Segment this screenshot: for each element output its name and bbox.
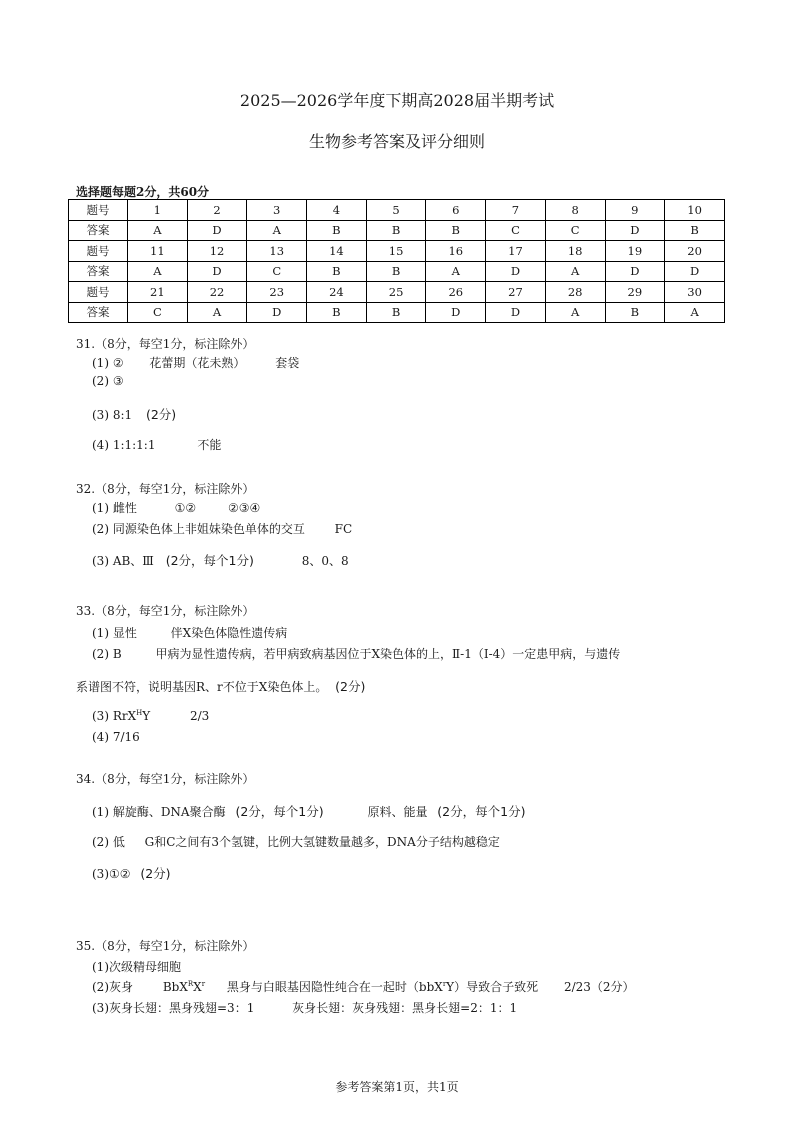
q33-1a: (1) 显性 — [92, 626, 137, 640]
table-cell: 14 — [307, 241, 367, 262]
q34-line-3 — [92, 864, 171, 882]
table-cell: B — [307, 302, 367, 323]
q34-1c: 原料、能量 — [367, 805, 428, 819]
table-cell: 26 — [426, 282, 486, 303]
q32-1c: ②③④ — [228, 501, 261, 515]
table-cell: 24 — [307, 282, 367, 303]
q33-3a — [92, 709, 150, 723]
table-cell: 20 — [665, 241, 725, 262]
q31-line-2: (2) ③ — [92, 374, 124, 388]
table-cell: B — [307, 261, 367, 282]
table-cell: B — [366, 220, 426, 241]
q35-2f: 2/23（2分） — [563, 980, 635, 994]
table-cell: B — [665, 220, 725, 241]
q35-2d-sup: r — [442, 980, 447, 988]
table-cell: 5 — [366, 200, 426, 221]
q32-line-1 — [92, 499, 260, 516]
q35-2d — [227, 978, 538, 995]
q35-2d-text: 黑身与白眼基因隐性纯合在一起时（bbX — [226, 980, 443, 994]
row-label: 答案 — [69, 261, 128, 282]
q31-3a: (3) 8:1 — [92, 408, 133, 422]
q34-line-1 — [92, 802, 525, 820]
table-cell: A — [545, 261, 605, 282]
q35-2c: X — [193, 980, 202, 994]
table-cell: 27 — [486, 282, 546, 303]
q33-line-3 — [92, 709, 209, 723]
table-cell: 4 — [307, 200, 367, 221]
table-cell: D — [605, 261, 665, 282]
table-cell: 3 — [247, 200, 307, 221]
table-cell: 30 — [665, 282, 725, 303]
q34-2a: (2) 低 — [92, 835, 125, 849]
q31-line-3 — [92, 405, 176, 423]
q33-2a: (2) B — [92, 647, 122, 661]
q35-3b: 灰身长翅：灰身残翅：黑身长翅=2：1：1 — [292, 1001, 518, 1015]
q34-1b: (2分，每个1分) — [235, 804, 324, 819]
table-cell: 2 — [187, 200, 247, 221]
q33-3a-text: (3) RrX — [92, 709, 137, 723]
q34-3b: (2分) — [140, 866, 171, 881]
table-cell: A — [128, 261, 188, 282]
table-cell: C — [545, 220, 605, 241]
table-cell: D — [187, 261, 247, 282]
q33-line-2 — [92, 645, 620, 662]
table-cell: 23 — [247, 282, 307, 303]
table-cell: C — [486, 220, 546, 241]
q33-line-2-cont — [76, 677, 365, 695]
q31-1b: 花蕾期（花未熟） — [149, 356, 246, 370]
q35-2a: (2)灰身 — [92, 980, 133, 994]
q32-header: 32.（8分，每空1分，标注除外） — [76, 482, 255, 496]
table-cell: B — [366, 261, 426, 282]
table-cell: A — [247, 220, 307, 241]
table-cell: C — [128, 302, 188, 323]
q35-line-3 — [92, 999, 517, 1016]
q34-1a: (1) 解旋酶、DNA聚合酶 — [92, 805, 226, 819]
answer-table-row — [69, 200, 725, 221]
q33-header: 33.（8分，每空1分，标注除外） — [76, 604, 255, 618]
table-cell: 16 — [426, 241, 486, 262]
table-cell: 7 — [486, 200, 546, 221]
q31-4a: (4) 1:1:1:1 — [92, 438, 156, 452]
table-cell: A — [665, 302, 725, 323]
q32-2b: FC — [334, 522, 353, 536]
table-cell: 19 — [605, 241, 665, 262]
q31-line-1 — [92, 354, 299, 371]
table-cell: C — [247, 261, 307, 282]
table-cell: B — [307, 220, 367, 241]
table-cell: 8 — [545, 200, 605, 221]
table-cell: A — [426, 261, 486, 282]
table-cell: D — [187, 220, 247, 241]
q32-3b: (2分，每个1分) — [165, 553, 254, 568]
q33-line-4: (4) 7/16 — [92, 730, 140, 744]
q34-1d: (2分，每个1分) — [437, 804, 526, 819]
table-cell: 17 — [486, 241, 546, 262]
table-cell: D — [426, 302, 486, 323]
row-label: 题号 — [69, 282, 128, 303]
table-cell: 12 — [187, 241, 247, 262]
table-cell: 13 — [247, 241, 307, 262]
table-cell: B — [426, 220, 486, 241]
q35-2b-sup1: R — [187, 980, 194, 988]
q34-3a: (3)①② — [92, 867, 131, 881]
q31-1c: 套袋 — [275, 356, 300, 370]
table-cell: 1 — [128, 200, 188, 221]
q33-3a-sup: H — [136, 709, 143, 717]
row-label: 答案 — [69, 220, 128, 241]
q32-line-3 — [92, 551, 349, 569]
table-cell: D — [486, 302, 546, 323]
table-cell: 6 — [426, 200, 486, 221]
q31-1a: (1) ② — [92, 356, 124, 370]
answer-table-row — [69, 261, 725, 282]
q33-3c: 2/3 — [190, 709, 210, 723]
q34-line-2 — [92, 833, 500, 850]
table-cell: 11 — [128, 241, 188, 262]
q33-2d: (2分) — [335, 679, 366, 694]
table-cell: B — [366, 302, 426, 323]
q35-2b — [163, 980, 205, 994]
q32-2a: (2) 同源染色体上非姐妹染色单体的交互 — [92, 522, 305, 536]
q35-3a: (3)灰身长翅：黑身残翅=3：1 — [92, 1001, 255, 1015]
q35-2b-sup2: r — [201, 980, 206, 988]
table-cell: 9 — [605, 200, 665, 221]
table-cell: 29 — [605, 282, 665, 303]
q35-2b-text: BbX — [162, 980, 188, 994]
q34-header: 34.（8分，每空1分，标注除外） — [76, 772, 255, 786]
page-footer: 参考答案第1页，共1页 — [335, 1080, 459, 1094]
table-cell: 28 — [545, 282, 605, 303]
choice-intro: 选择题每题2分，共60分 — [76, 185, 210, 199]
answer-key-subtitle: 生物参考答案及评分细则 — [308, 132, 485, 151]
table-cell: A — [128, 220, 188, 241]
q35-line-1: (1)次级精母细胞 — [92, 960, 181, 974]
row-label: 题号 — [69, 241, 128, 262]
table-cell: B — [605, 302, 665, 323]
table-cell: D — [665, 261, 725, 282]
q32-3c: 8、0、8 — [301, 554, 349, 568]
table-cell: 10 — [665, 200, 725, 221]
q33-2c: 系谱图不符，说明基因R、r不位于X染色体上。 — [76, 680, 328, 694]
q33-line-1 — [92, 624, 287, 641]
q32-1b: ①② — [174, 501, 197, 515]
table-cell: D — [605, 220, 665, 241]
table-cell: 21 — [128, 282, 188, 303]
q32-1a: (1) 雌性 — [92, 501, 137, 515]
q35-line-2 — [92, 978, 635, 995]
table-cell: 22 — [187, 282, 247, 303]
q31-3b: (2分) — [145, 407, 177, 422]
q35-header: 35.（8分，每空1分，标注除外） — [76, 939, 255, 953]
table-cell: 25 — [366, 282, 426, 303]
table-cell: D — [247, 302, 307, 323]
q34-2b: G和C之间有3个氢键，比例大氢键数量越多，DNA分子结构越稳定 — [144, 835, 500, 849]
q33-1b: 伴X染色体隐性遗传病 — [170, 626, 288, 640]
table-cell: A — [187, 302, 247, 323]
q35-2e: Y）导致合子致死 — [446, 980, 539, 994]
exam-title: 2025—2026学年度下期高2028届半期考试 — [239, 91, 555, 110]
q32-line-2 — [92, 520, 352, 537]
table-cell: 18 — [545, 241, 605, 262]
q32-3a: (3) AB、Ⅲ — [92, 554, 154, 568]
table-cell: 15 — [366, 241, 426, 262]
answer-table-row — [69, 282, 725, 303]
table-cell: D — [486, 261, 546, 282]
q33-3b: Y — [142, 709, 151, 723]
answer-table-row — [69, 241, 725, 262]
q31-line-4 — [92, 436, 221, 453]
answer-table-row — [69, 220, 725, 241]
answer-table-row — [69, 302, 725, 323]
answer-table — [68, 199, 725, 323]
q33-2b: 甲病为显性遗传病，若甲病致病基因位于X染色体的上，Ⅱ-1（Ⅰ-4）一定患甲病，与遗传 — [155, 647, 621, 661]
q31-header: 31.（8分，每空1分，标注除外） — [76, 337, 255, 351]
row-label: 题号 — [69, 200, 128, 221]
table-cell: A — [545, 302, 605, 323]
row-label: 答案 — [69, 302, 128, 323]
q31-4b: 不能 — [197, 438, 222, 452]
